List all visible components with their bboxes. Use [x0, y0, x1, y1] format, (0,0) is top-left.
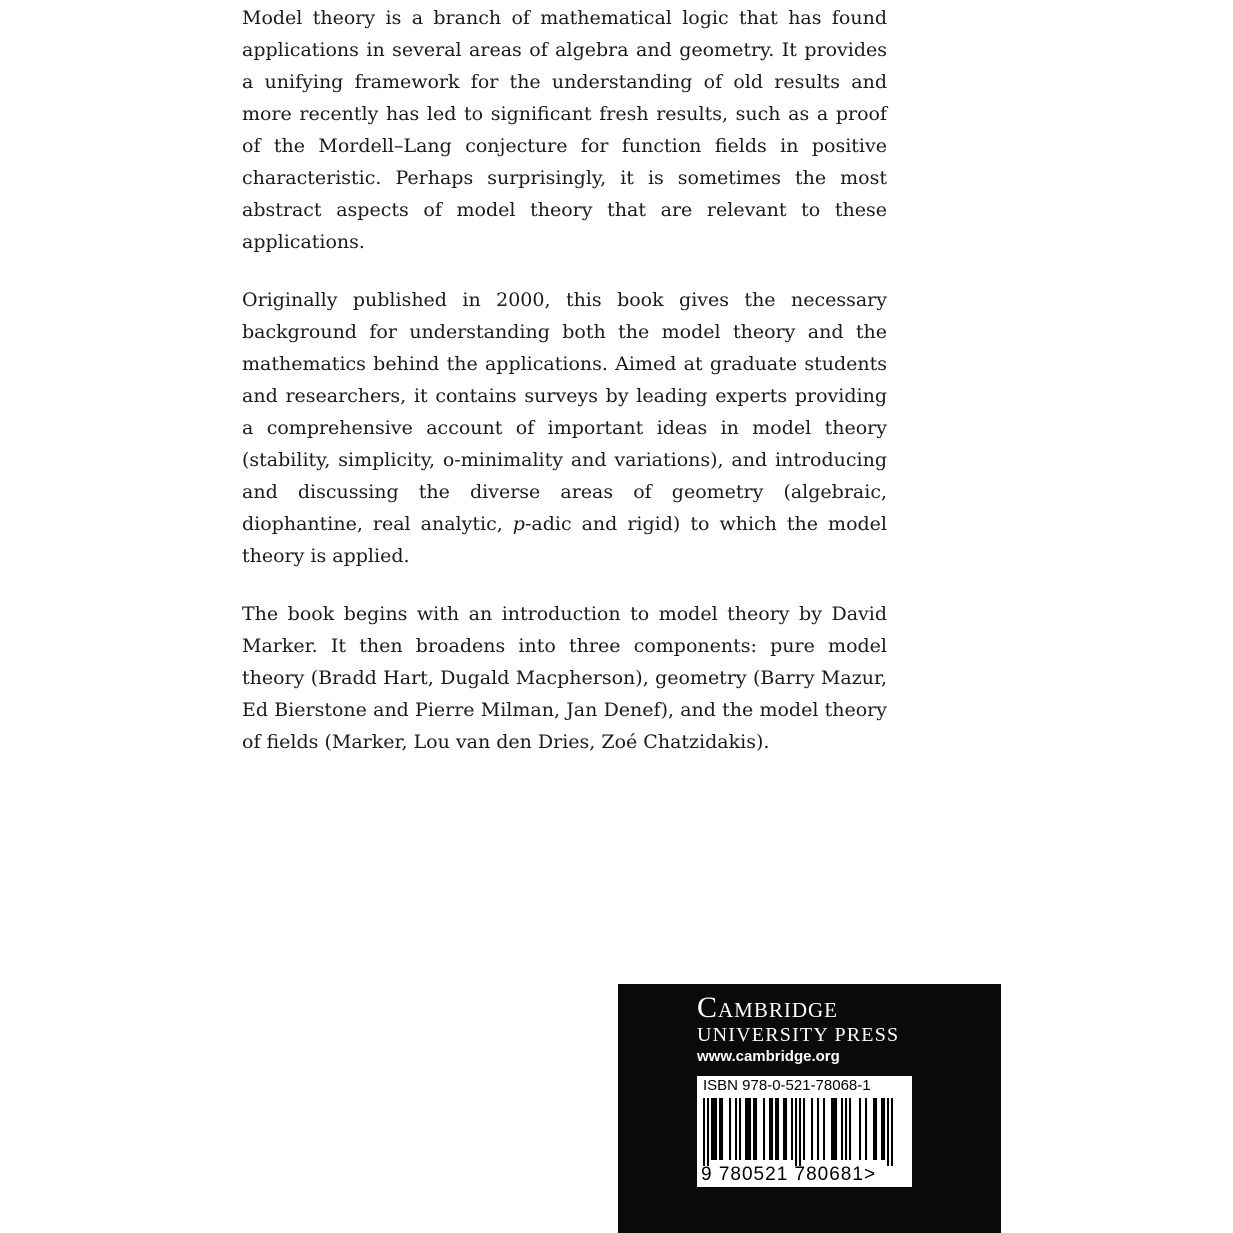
barcode-bars [703, 1098, 893, 1166]
barcode-bar [735, 1098, 737, 1160]
barcode-guard-bar [887, 1098, 889, 1166]
barcode-bar [747, 1098, 749, 1160]
publisher-block [618, 984, 1001, 1233]
barcode-guard-bar [799, 1098, 801, 1166]
barcode-bar [859, 1098, 861, 1160]
isbn-barcode [697, 1076, 912, 1187]
barcode-bar [817, 1098, 819, 1160]
barcode-guard-bar [795, 1098, 797, 1166]
back-cover-blurb [242, 2, 887, 784]
barcode-bar [791, 1098, 793, 1160]
isbn-label: ISBN 978-0-521-78068-1 [703, 1077, 871, 1094]
blurb-paragraph-1: Model theory is a branch of mathematical logic that has found applications in several areas of algebra and geometry. It provides a unifying framework for the understanding of old results and more recently has led to significant fresh results, such as a proof of the Mordell–Lang conjecture for function fields in positive characteristic. Perhaps surprisingly, it is sometimes the most abstract aspects of model theory that are relevant to these applications. [242, 7, 887, 253]
barcode-bar [849, 1098, 851, 1160]
barcode-bar [833, 1098, 835, 1160]
barcode-guard-bar [891, 1098, 893, 1166]
barcode-bar [719, 1098, 721, 1160]
publisher-url: www.cambridge.org [697, 1048, 840, 1065]
blurb-paragraph-2 [242, 284, 887, 572]
barcode-bar [823, 1098, 825, 1160]
blurb-paragraph-2-start: Originally published in 2000, this book gives the necessary background for understanding both the model theory and the mathematics behind the applications. Aimed at graduate students and researchers, it contains surveys by leading experts providing a comprehensive account of important ideas in model theory (stability, simplicity, o-minimality and variations), and introducing and discussing the diverse areas of geometry (algebraic, diophantine, real analytic, [242, 289, 887, 535]
barcode-bar [883, 1098, 885, 1160]
publisher-logo-name: Cambridge [697, 991, 839, 1024]
publisher-logo-subtitle: UNIVERSITY PRESS [697, 1024, 900, 1046]
blurb-paragraph-3: The book begins with an introduction to model theory by David Marker. It then broadens into three components: pure model theory (Bradd Hart, Dugald Macpherson), geometry (Barry Mazur, Ed Bierstone and Pierre Milman, Jan Denef), and the model theory of fields (Marker, Lou van den Dries, Zoé Chatzidakis). [242, 603, 887, 753]
barcode-bar [749, 1098, 751, 1160]
barcode-bar [803, 1098, 805, 1160]
barcode-guard-bar [707, 1098, 709, 1166]
barcode-digits [701, 1165, 876, 1185]
barcode-bar [729, 1098, 731, 1160]
barcode-bar [875, 1098, 877, 1160]
barcode-bar [841, 1098, 843, 1160]
barcode-bar [831, 1098, 833, 1160]
barcode-bar [873, 1098, 875, 1160]
barcode-bar [785, 1098, 787, 1160]
p-adic-italic-letter: p [512, 513, 525, 535]
barcode-digit-groups: 780521 780681 [718, 1164, 864, 1185]
barcode-bar [711, 1098, 713, 1160]
barcode-bar [835, 1098, 837, 1160]
barcode-bar [763, 1098, 765, 1160]
barcode-bar [753, 1098, 755, 1160]
barcode-bar [845, 1098, 847, 1160]
blurb-paragraph-2-end: -adic and rigid) to which the model theory is applied. [242, 513, 887, 567]
barcode-bar [721, 1098, 723, 1160]
barcode-bar [715, 1098, 717, 1160]
barcode-bar [865, 1098, 867, 1160]
barcode-bar [775, 1098, 777, 1160]
barcode-bar [783, 1098, 785, 1160]
barcode-guard-bar [703, 1098, 705, 1166]
barcode-bar [745, 1098, 747, 1160]
barcode-bar [769, 1098, 771, 1160]
barcode-bar [739, 1098, 741, 1160]
barcode-end-mark: > [863, 1164, 877, 1185]
barcode-bar [771, 1098, 773, 1160]
barcode-first-digit: 9 [701, 1164, 713, 1185]
barcode-bar [713, 1098, 715, 1160]
barcode-bar [811, 1098, 813, 1160]
barcode-bar [755, 1098, 757, 1160]
barcode-bar [881, 1098, 883, 1160]
barcode-bar [777, 1098, 779, 1160]
